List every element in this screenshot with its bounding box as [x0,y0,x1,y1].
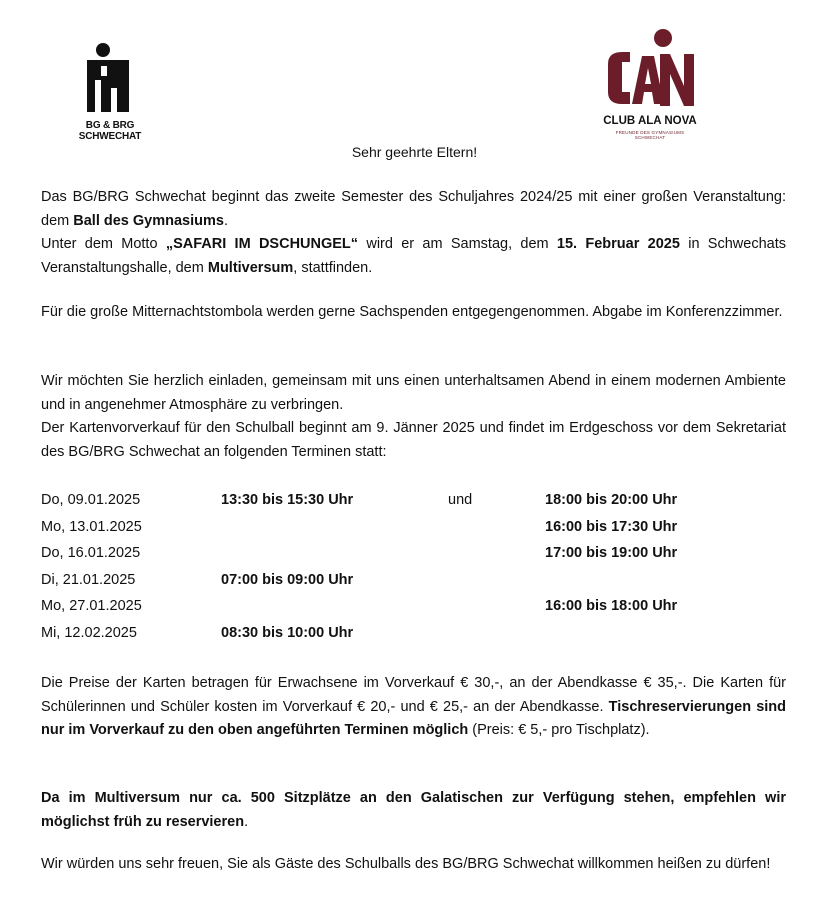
schedule-slot-b: 16:00 bis 18:00 Uhr [545,598,678,615]
intro-text-6: , stattfinden. [293,259,373,276]
reservation-note: Tischreservierungen sind nur im Vorverkauf zu den oben angeführten Terminen möglich [41,698,786,738]
schedule-date: Do, 16.01.2025 [41,545,141,562]
greeting: Sehr geehrte Eltern! [351,144,478,160]
club-logo-subcaption: FREUNDE DES GYMNASIUMS SCHWECHAT [615,130,685,140]
schedule-row [41,514,786,541]
intro-text-4: wird er am Samstag, dem [358,236,557,252]
presale-text: Der Kartenvorverkauf für den Schulball beginnt am 9. Jänner 2025 und findet im Erdgeschoss vor dem Sekretariat des BG/BRG Schwechat an folgenden Terminen statt: [41,420,786,460]
invitation-text: Wir möchten Sie herzlich einladen, gemeinsam mit uns einen unterhaltsamen Abend in einem modernen Ambiente und in angenehmer Atmosphäre zu verbringen. [41,373,786,413]
schedule-date: Mo, 13.01.2025 [41,518,142,535]
club-logo [600,26,705,140]
schedule-slot-a: 08:30 bis 10:00 Uhr [221,624,354,641]
invitation-paragraph [41,370,786,464]
schedule-date: Mo, 27.01.2025 [41,598,142,615]
schedule-date: Di, 21.01.2025 [41,571,136,588]
ball-date: 15. Februar 2025 [556,236,680,252]
schedule-slot-a: 07:00 bis 09:00 Uhr [221,571,354,588]
prices-paragraph [41,672,786,743]
ball-name: Ball des Gymnasiums [73,212,224,229]
club-logo-caption: CLUB ALA NOVA [603,115,697,127]
schedule-conjunction: und [448,492,473,508]
intro-text-1: Das BG/BRG Schwechat beginnt das zweite Semester des Schuljahres 2024/25 mit einer großen Veranstaltung: dem [41,189,786,229]
prices-text: Die Preise der Karten betragen für Erwachsene im Vorverkauf € 30,-, an der Abendkasse € 35,-. Die Karten für Schülerinnen und Schüler kosten im Vorverkauf € 20,- und € 25,- an der Abendkasse. [41,675,786,715]
intro-text-3: Unter dem Motto [41,236,166,252]
schedule-row [41,540,786,567]
presale-schedule [41,487,786,647]
schedule-slot-b: 16:00 bis 17:30 Uhr [545,518,678,535]
ball-motto: „SAFARI IM DSCHUNGEL“ [165,236,359,252]
school-logo [55,40,165,142]
venue-name: Multiversum [207,259,294,276]
seating-note: Da im Multiversum nur ca. 500 Sitzplätze an den Galatischen zur Verfügung stehen, empfehlen wir möglichst früh zu reservieren [41,790,786,830]
school-logo-caption: BG & BRG SCHWECHAT [78,120,142,142]
schedule-date: Do, 09.01.2025 [41,492,141,508]
schedule-row [41,593,786,620]
closing-paragraph: Wir würden uns sehr freuen, Sie als Gäste des Schulballs des BG/BRG Schwechat willkommen heißen zu dürfen! [41,856,771,872]
intro-text-5: in Schwechats Veranstaltungshalle, dem [41,236,786,276]
club-logo-mark-icon [600,26,700,112]
schedule-slot-a: 13:30 bis 15:30 Uhr [221,492,354,508]
table-price-text: (Preis: € 5,- pro Tischplatz). [468,722,650,738]
intro-text-2: . [223,212,228,229]
schedule-slot-b: 18:00 bis 20:00 Uhr [545,492,678,508]
schedule-row [41,620,786,647]
seating-paragraph [41,787,786,834]
seating-period: . [244,813,249,830]
tombola-paragraph: Für die große Mitternachtstombola werden gerne Sachspenden entgegengenommen. Abgabe im Konferenzzimmer. [41,304,783,320]
schedule-date: Mi, 12.02.2025 [41,624,137,641]
schedule-slot-b: 17:00 bis 19:00 Uhr [545,545,678,562]
intro-paragraph [41,186,786,280]
school-logo-mark-icon [81,40,137,118]
schedule-row [41,567,786,594]
schedule-row [41,487,786,514]
